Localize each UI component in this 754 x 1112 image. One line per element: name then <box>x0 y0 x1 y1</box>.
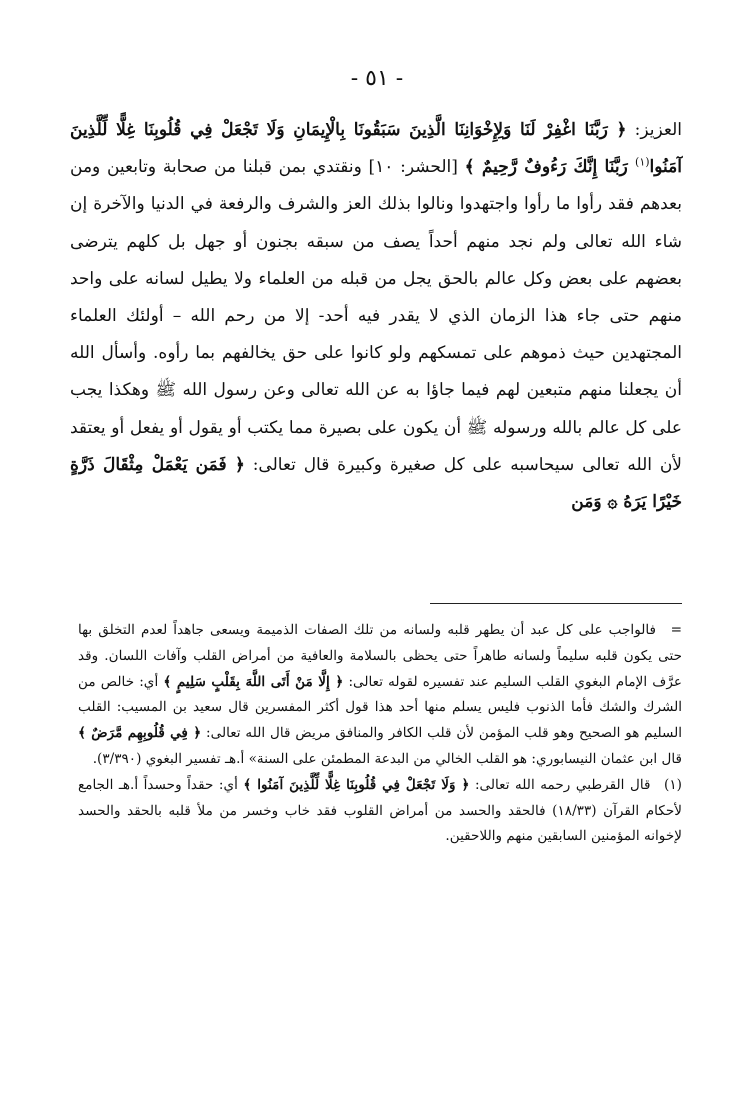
quran-verse-hashr-footnote: ﴿ وَلَا تَجْعَلْ فِي قُلُوبِنَا غِلًّا لِّلَّذِينَ آمَنُوا ﴾ <box>243 776 470 793</box>
quran-verse-shuara: ﴿ إِلَّا مَنْ أَتَى اللَّهَ بِقَلْبٍ سَلِيمٍ ﴾ <box>163 673 344 690</box>
continuation-text-1: فالواجب على كل عبد أن يطهر قلبه ولسانه من تلك الصفات الذميمة ويسعى جاهداً لعدم التخلق بها حتى يكون قلبه سليماً ولسانه طاهراً حتى يحظى بالسلامة والعافية من أمراض القلب وآفات اللسان. وقد عرَّف الإمام البغوي القلب السليم عند تفسيره لقوله تعالى: <box>78 622 682 690</box>
footnotes <box>78 618 682 850</box>
continuation-text-2: أي: خالص من الشرك والشك فأما الذنوب فليس يسلم منها أحد هذا قول أكثر المفسرين قال سعيد بن المسيب: القلب السليم هو الصحيح وهو قلب المؤمن لأن قلب الكافر والمنافق مريض قال الله تعالى: <box>78 673 682 742</box>
footnote-1 <box>78 773 682 850</box>
footnote-divider <box>430 603 682 604</box>
footnote-continuation <box>78 618 682 773</box>
quran-verse-zalzala: ﴿ فَمَن يَعْمَلْ مِثْقَالَ ذَرَّةٍ خَيْرًا يَرَهُ ۞ وَمَن <box>70 454 682 513</box>
footnote-1-text-2: أي: حقداً وحسداً أ.هـ الجامع لأحكام القرآن (١٨/٣٣) فالحقد والحسد من أمراض القلوب فقد خاب وخسر من ملأ قلبه بالحقد والحسد لإخوانه المؤمنين السابقين منهم واللاحقين. <box>78 776 682 845</box>
quran-verse-hashr: ﴿ رَبَّنَا اغْفِرْ لَنَا وَلِإِخْوَانِنَا الَّذِينَ سَبَقُونَا بِالْإِيمَانِ وَلَا تَجْعَلْ فِي قُلُوبِنَا غِلًّا لِّلَّذِينَ آمَنُوا <box>70 120 682 178</box>
footnote-marker-1[interactable]: (١) <box>635 155 650 169</box>
quran-verse-hashr-end: رَبَّنَا إِنَّكَ رَءُوفٌ رَّحِيمٌ ﴾ <box>464 157 636 178</box>
page-number: - ٥١ - <box>350 66 404 91</box>
main-intro: العزيز: <box>626 120 683 140</box>
main-body-text: ونقتدي بمن قبلنا من صحابة وتابعين ومن بعدهم فقد رأوا ما رأوا واجتهدوا ونالوا بذلك العز والشرف والرفعة في الدنيا والآخرة إن شاء الله تعالى ولم نجد منهم أحداً يصف من سبقه بجنون أو جهل بل كلهم يترضى بعضهم على بعض وكل عالم بالحق يجل من قبله من العلماء ولا يطيل لسانه على واحد منهم حتى جاء هذا الزمان الذي لا يقدر فيه أحد- إلا من رحم الله – أولئك العلماء المجتهدين حيث ذموهم على تمسكهم ولو كانوا على حق يخالفهم بما رأوه. وأسأل الله أن يجعلنا منهم متبعين لهم فيما جاؤا به عن الله تعالى وعن رسول الله ﷺ وهكذا يجب على كل عالم بالله ورسوله ﷺ أن يكون على بصيرة مما يكتب أو يقول أو يفعل أو يعتقد لأن الله تعالى سيحاسبه على كل صغيرة وكبيرة قال تعالى: <box>70 157 683 475</box>
continuation-text-3: قال ابن عثمان النيسابوري: هو القلب الخالي من البدعة المطمئن على السنة» أ.هـ تفسير البغوي (٣/٣٩٠). <box>92 750 682 767</box>
footnote-1-text-1: قال القرطبي رحمه الله تعالى: <box>469 776 656 793</box>
main-paragraph <box>70 112 682 521</box>
continuation-mark: = <box>670 622 682 638</box>
footnote-1-marker: (١) <box>664 776 682 793</box>
verse-reference: [الحشر: ١٠] <box>368 157 465 178</box>
quran-verse-baqara: ﴿ فِي قُلُوبِهِم مَّرَضٌ ﴾ <box>78 725 202 742</box>
main-text <box>70 112 682 521</box>
